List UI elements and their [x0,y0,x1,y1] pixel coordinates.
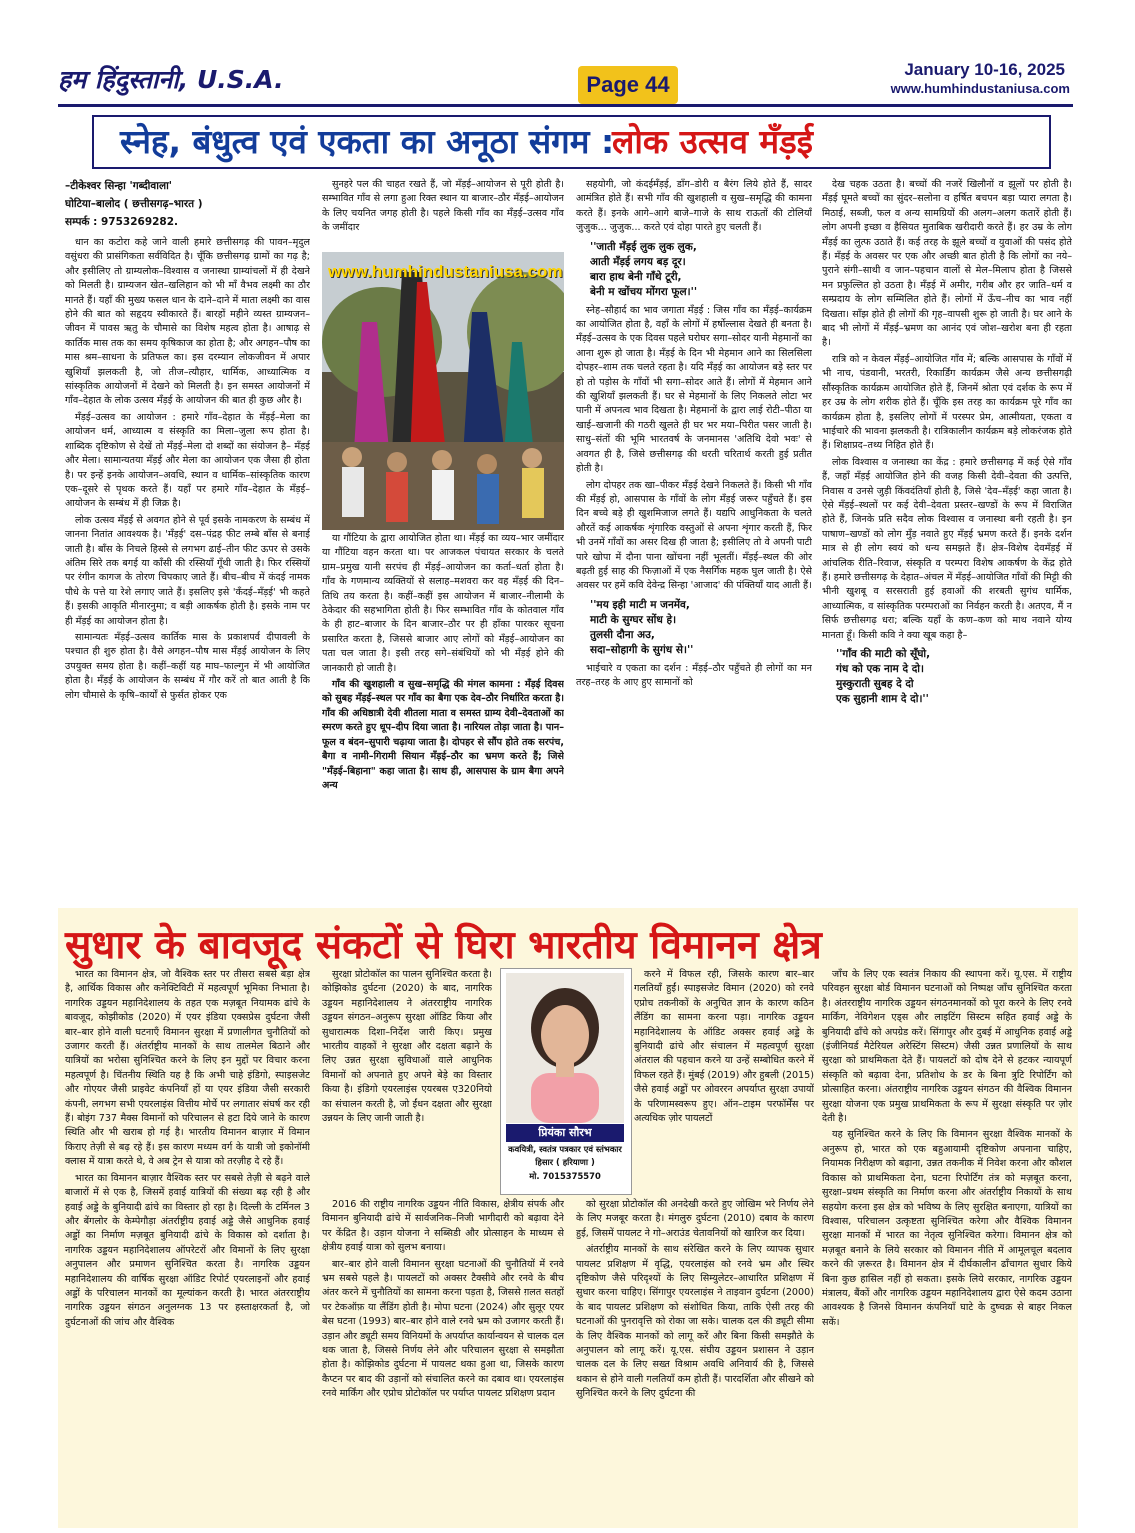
paragraph: अंतर्राष्ट्रीय मानकों के साथ संरेखित करने के लिए व्यापक सुधार पायलट प्रशिक्षण में वृद्धि, एयरलाइंस को रनवे भ्रम और स्थिर दृष्टिकोण जैसे परिदृश्यों के लिए सिम्युलेटर–आधारित प्रशिक्षण में सुधार करना चाहिए। सिंगापुर एयरलाइंस ने ताइवान दुर्घटना (2000) के बाद पायलट प्रशिक्षण को संशोधित किया, ताकि ऐसी तरह की घटनाओं की पुनरावृत्ति को रोका जा सके। चालक दल की ड्यूटी सीमा के लिए वैश्विक मानकों को लागू करें और बिना किसी समझौते के अनुपालन को लागू करें। यू.एस. संघीय उड्डयन प्रशासन ने उड़ान चालक दल के लिए सख्त विश्राम अवधि अनिवार्य की है, जिससे थकान से होने वाली गलतियाँ कम होती हैं। पारदर्शिता और सीखने को सुनिश्चित करने के लिए दुर्घटना की [576,1244,814,1400]
article1-column-1 [65,178,310,901]
poem-stanza [836,647,1072,707]
article1-headline-highlight: लोक उत्सव मँड़ई [612,122,814,161]
article1-column-4 [822,178,1072,901]
paragraph: लोक उत्सव मँड़ई से अवगत होने से पूर्व इसके नामकरण के सम्बंध में जानना नितांत आवश्यक है। 'मँड़ई' दस–पंद्रह फीट लम्बे बाँस से बनाई जाती है। बाँस के निचले हिस्से से लगभग ढाई–तीन फीट ऊपर से उसके अंतिम सिरे तक बगई या काँसी की रस्सियाँ गूँथी जाती है। फिर रस्सियों पर रंगीन कागज के तोरण चिपकाए जाते हैं। बीच–बीच में कंदई नामक पौधे के पत्ते या रेशे लगाए जाते हैं। इसलिए इसे 'कँदई–मँड़ई' भी कहते हैं। इसकी आकृति मीनारनुमा; व बड़ी आकर्षक होती है। इसके नाम पर ही मँड़ई का आयोजन होता है। [65,514,310,627]
paragraph: सहयोगी, जो कंदईमँड़ई, डाँग–डोरी व बैरंग लिये होते हैं, सादर आमंत्रित होते हैं। सभी गाँव की खुशहाली व सुख–समृद्धि की कामना करते हैं। इनके आगे–आगे बाजे–गाजे के साथ राऊतों की टोलियाँ जुजुक... जुजुक... करते एवं दोहा पारते हुए चलती हैं। [576,179,812,234]
paragraph: यह सुनिश्चित करने के लिए कि विमानन सुरक्षा वैश्विक मानकों के अनुरूप हो, भारत को एक बहुआयामी दृष्टिकोण अपनाना चाहिए, नियामक निरीक्षण को बढ़ाना, उन्नत तकनीक में निवेश करना और कौशल विकास को प्राथमिकता देना, घटना रिपोर्टिंग तंत्र को मज़बूत करना, सुरक्षा–प्रथम संस्कृति का निर्माण करना और अंतर्राष्ट्रीय निकायों के साथ सहयोग करना इस क्षेत्र को भविष्य के लिए सुरक्षित बनाएगा, यात्रियों का विश्वास, परिचालन उत्कृष्टता सुनिश्चित करेगा और वैश्विक विमानन सुरक्षा मानकों में भारत का नेतृत्व सुनिश्चित करेगा। विमानन क्षेत्र को मज़बूत बनाने के लिये सरकार को विमानन नीति में आमूलचूल बदलाव करने की ज़रूरत है। विमानन क्षेत्र में दीर्घकालीन ढाँचागत सुधार किये बिना कुछ हासिल नहीं हो सकता। इसके लिये सरकार, नागरिक उड्डयन मंत्रालय, बैंकों और नागरिक उड्डयन महानिदेशालय द्वारा ऐसे कदम उठाना आवश्यक है जिनसे विमानन कंपनियाँ घाटे के दुष्चक्र से बाहर निकल सकें। [822,1129,1072,1328]
article2-column-2 [322,1198,564,1523]
paragraph: देख चहक उठता है। बच्चों की नजरें खिलौनों व झूलों पर होती है। मँड़ई घूमते बच्चों का सुंदर–सलोना व हर्षित बचपन बड़ा प्यारा लगता है। मिठाई, सब्जी, फल व अन्य सामग्रियों की अलग–अलग कतारें होती हैं। लोग अपनी इच्छा व हैसियत मुताबिक खरीदारी करते हैं। हर उम्र के लोग मँड़ई का लुत्फ उठाते हैं। कई तरह के झूले बच्चों व युवाओं की पसंद होते हैं। मँड़ई के अवसर पर एक और अच्छी बात होती है कि लोगों का नये–पुराने संगी–साथी व जान–पहचान वालों से मेल–मिलाप होता है जिससे मन प्रफुल्लित हो उठता है। मँड़ई में अमीर, गरीब और हर जाति–धर्म व सम्प्रदाय के लोग सम्मिलित होते हैं। लोगों में ऊँच–नीच का भाव नहीं दिखता। साँझ होते ही लोगों की गृह–वापसी शुरू हो जाती है। घर आने के बाद भी लोगों में मँड़ई–भ्रमण का आनंद एवं जोश–खरोश बना ही रहता है। [822,179,1072,349]
poem-line: आती मँड़ई लगय बड़ दूर। [590,255,686,268]
poem-line: माटी के सुग्घर सोंध हे। [590,613,677,626]
paragraph: स्नेह–सौहार्द का भाव जगाता मँड़ई : जिस गाँव का मँड़ई–कार्यक्रम का आयोजित होता है, वहाँ के लोगों में हर्षोल्लास देखते ही बनता है। मँड़ई–उत्सव के एक दिवस पहले घरोघर सगा–सोदर यानी मेहमानों का आना शुरू हो जाता है। मँड़ई के दिन भी मेहमान आने का सिलसिला दोपहर–शाम तक चलते रहता है। यदि मँड़ई का आयोजन बड़े स्तर पर हो तो पड़ोस के गाँवों भी सगा–सोदर आते हैं। लोगों में मेहमान आने की खुशियाँ झलकती हैं। घर से मेहमानों के लिए निकलते लोटा भर पानी में अपनत्व भाव दिखता है। मेहमानों के द्वारा लाई रोटी–पीठा या खाई–खजानी की गठरी खुलते ही घर भर मया–पिरीत पसर जाती है। साधु–संतों की भूमि भारतवर्ष के जनमानस 'अतिथि देवो भवः' से अवगत ही है, जिसे छत्तीसगढ़ की धरती चरितार्थ करती हुई प्रतीत होती है। [576,304,812,475]
paragraph: गाँव की खुशहाली व सुख–समृद्धि की मंगल कामना : मँड़ई दिवस को सुबह मँड़ई–स्थल पर गाँव का बैगा एक देव–ठौर निर्धारित करता है। गाँव की अधिष्ठात्री देवी शीतला माता व समस्त ग्राम्य देवी–देवताओं का स्मरण करते हुए धूप–दीप दिया जाता है। नारियल तोड़ा जाता है। पान–फूल व बंदन–सुपारी चढ़ाया जाता है। दोपहर से सौंप होते तक सरपंच, बैगा व नामी–गिरामी सियान मँड़ई–ठौर का भ्रमण करते हैं; जिसे "मँड़ई–बिहाना" कहा जाता है। साथ ही, आसपास के ग्राम बैगा अपने अन्य [322,679,564,791]
paragraph: लोग दोपहर तक खा–पीकर मँड़ई देखने निकलते हैं। किसी भी गाँव की मँड़ई हो, आसपास के गाँवों के लोग मँड़ई जरूर पहुँचते हैं। इस दिन बच्चे बड़े ही खुशमिजाज लगते हैं। यद्यपि आधुनिकता के चलते औरतें कई आकर्षक शृंगारिक वस्तुओं से अपना शृंगार करती हैं, फिर भी उनमें गाँवों का असर दिख ही जाता है; इसीलिए तो वे अपनी पाटी पारे खोपा में दौना पाना खोंचना नहीं भूलतीं। मँड़ई–स्थल की ओर बढ़ती हुई साह की फिज़ाओं में एक नैसर्गिक महक घुल जाती है। ऐसे अवसर पर हमें कवि देवेन्द्र सिन्हा 'आजाद' की पंक्तियाँ याद आती हैं। [576,479,812,592]
poem-line: ''गाँव की माटी को सूँघो, [836,648,931,660]
poem-line: तुलसी दौना अउ, [590,628,655,641]
poem-stanza [590,598,812,658]
article1-author-contact: सम्पर्क : 9753269282. [65,216,179,228]
poem-line: एक सुहानी शाम दे दो।'' [836,693,929,705]
author-portrait [506,973,624,1123]
paragraph: भाईचारे व एकता का दर्शन : मँड़ई–ठौर पहुँचते ही लोगों का मन तरह–तरह के आए हुए सामानों को [576,662,812,689]
article1-author: –टीकेश्वर सिन्हा 'गब्दीवाला' [65,180,173,192]
article1-column-3 [576,178,812,901]
author-photo [506,973,624,1123]
paragraph: करने में विफल रही, जिसके कारण बार–बार गलतियाँ हुईं। स्पाइसजेट विमान (2020) को रनवे एप्रोच तकनीकों के अनुचित ज्ञान के कारण कठिन लैंडिंग का सामना करना पड़ा। नागरिक उड्डयन महानिदेशालय के ऑडिट अक्सर हवाई अड्डे के बुनियादी ढांचे और संचालन में महत्वपूर्ण सुरक्षा अंतराल की पहचान करने या उन्हें सम्बोधित करने में विफल रहते हैं। मुंबई (2019) और हुबली (2015) जैसे हवाई अड्डों पर ओवररन अपर्याप्त सुरक्षा उपायों के परिणामस्वरूप हुए। ऑन–टाइम परफॉर्मेंस पर अत्यधिक ज़ोर पायलटों [634,969,814,1125]
article2-column-3 [576,1198,814,1523]
paragraph: सामान्यतः मँड़ई–उत्सव कार्तिक मास के प्रकाशपर्व दीपावली के पश्चात ही शुरु होता है। वैसे अगहन–पौष मास मँड़ई आयोजन के लिए उपयुक्त समय होता है। कहीं–कहीं यह माघ–फाल्गुन में भी आयोजित होता है। मँड़ई के आयोजन के सम्बंध में गौर करें तो बात आती है कि लोग चौमासे के कृषि–कार्यों से फुर्सत होकर एक [65,631,310,701]
article1-headline: स्नेह, बंधुत्व एवं एकता का अनूठा संगम : [120,122,615,161]
festival-photo-illustration [322,252,564,530]
paragraph: भारत का विमानन बाज़ार वैश्विक स्तर पर सबसे तेज़ी से बढ़ने वाले बाजारों में से एक है, जिसमें हवाई यात्रियों की संख्या बढ़ रही है और हवाई अड्डे के बुनियादी ढांचे का विस्तार हो रहा है। दिल्ली के टर्मिनल 3 और बेंगलोर के केम्पेगौड़ा अंतर्राष्ट्रीय हवाई अड्डे जैसे आधुनिक हवाई अड्डों का निर्माण मज़बूत बुनियादी ढांचे के विकास को दर्शाता है। नागरिक उड्डयन महानिदेशालय ऑपरेटरों और विमानों के लिए सुरक्षा अनुपालन और प्रमाणन सुनिश्चित करता है। नागरिक उड्डयन महानिदेशालय की वार्षिक सुरक्षा ऑडिट रिपोर्ट एयरलाइनों और हवाई अड्डों के परिचालन मानकों का मूल्यांकन करती है। भारत अंतरराष्ट्रीय नागरिक उड्डयन संगठन अनुलग्नक 13 पर हस्ताक्षरकर्ता है, जो दुर्घटनाओं की जांच और वैश्विक [65,1172,310,1328]
paragraph: 2016 की राष्ट्रीय नागरिक उड्डयन नीति विकास, क्षेत्रीय संपर्क और विमानन बुनियादी ढांचे में सार्वजनिक–निजी भागीदारी को बढ़ावा देने पर केंद्रित है। उड़ान योजना ने सब्सिडी और प्रोत्साहन के माध्यम से क्षेत्रीय हवाई यात्रा को सुलभ बनाया। [322,1199,564,1254]
article2-column-3-top [634,968,814,1196]
paper-name: हम हिंदुस्तानी, U.S.A. [58,65,284,94]
poem-line: गंध को एक नाम दे दो। [836,663,924,675]
paragraph: भारत का विमानन क्षेत्र, जो वैश्विक स्तर पर तीसरा सबसे बड़ा क्षेत्र है, आर्थिक विकास और कनेक्टिविटी में महत्वपूर्ण भूमिका निभाता है। नागरिक उड्डयन महानिदेशालय के तहत एक मज़बूत नियामक ढांचे के बावजूद, कोझीकोड (2020) में एयर इंडिया एक्सप्रेस दुर्घटना जैसी बार–बार होने वाली घटनाएँ विमानन सुरक्षा में प्रणालीगत चुनौतियों को उजागर करती हैं। अंतर्राष्ट्रीय मानकों के साथ तालमेल बिठाने और यात्रियों का भरोसा सुनिश्चित करने के लिए इन मुद्दों पर विचार करना महत्वपूर्ण है। चिंतनीय स्थिति यह है कि अभी चाहे इंडिगो, स्पाइसजेट और गोएयर जैसी प्राइवेट कंपनियाँ हों या एयर इंडिया जैसी सरकारी कंपनी, लगभग सभी एयरलाइंस वित्तीय मोर्चे पर लगातार संघर्ष कर रही हैं। बोइंग 737 मैक्स विमानों को परिचालन से हटा दिये जाने के कारण स्थिति और भी खराब हो गई है। भारतीय विमानन बाज़ार में विमान किराए तेज़ी से बढ़ रहे हैं। इस कारण मध्यम वर्ग के यात्री जो इकोनॉमी क्लास में यात्रा करते थे, वे अब ट्रेन से यात्रा को तरज़ीह दे रहे हैं। [65,969,310,1168]
photo-watermark: www.humhindustaniusa.com [328,262,563,281]
paragraph: लोक विश्वास व जनास्था का केंद्र : हमारे छत्तीसगढ़ में कई ऐसे गाँव हैं, जहाँ मँड़ई आयोजित होने की वजह किसी देवी–देवता की उत्पत्ति, निवास व उनसे जुड़ी किंवदंतियाँ होती है, जिसे 'देव–मँड़ई' कहा जाता है। ऐसे मँड़ई–स्थलों पर कई देवी–देवता प्रस्तर–खण्डों के रूप में विराजित होते हैं, जिनके प्रति सदैव लोक विश्वास व जनास्था बनी रहती है। इन पाषाण–खण्डों को लोग मुँड़ नवाते हुए मँड़ई भ्रमण करते हैं। इनके दर्शन मात्र से ही लोग स्वयं को धन्य समझते हैं। क्षेत्र–विशेष देवमँड़ई में आंचलिक रीति–रिवाज, संस्कृति व परम्परा विशेष आकर्षण के केंद्र होते हैं। हमारे छत्तीसगढ़ के देहात–अंचल में मँड़ई–आयोजित गाँवों की मिट्टी की भीनी खुशबू व सरसराती हुई हवाओं की शरबती सुगंध धार्मिक, आध्यात्मिक, व सांस्कृतिक परम्पराओं का निर्वहन करती है। अतएव, मैं न सिर्फ छत्तीसगढ़ धरा; बल्कि यहाँ के कण–कण को माथ नवाने योग्य मानता हूँ। किसी कवि ने क्या खूब कहा है– [822,456,1072,641]
article2-column-2-top [322,968,492,1196]
poem-line: ''मय इही माटी म जनमेंव, [590,598,690,611]
author-role: कवयित्री, स्वतंत्र पत्रकार एवं स्तंभकार [508,1144,622,1154]
poem-line: मुस्कुराती सुबह दे दो [836,678,914,690]
page-number-badge [578,66,678,104]
paragraph: जाँच के लिए एक स्वतंत्र निकाय की स्थापना करें। यू.एस. में राष्ट्रीय परिवहन सुरक्षा बोर्ड विमानन घटनाओं को निष्पक्ष जाँच सुनिश्चित करता है। अंतरराष्ट्रीय नागरिक उड्डयन संगठनमानकों को पूरा करने के लिए रनवे मार्किंग, नेविगेशन एड्स और लाइटिंग सिस्टम सहित हवाई अड्डे के बुनियादी ढाँचे को अपग्रेड करें। सिंगापुर और दुबई में आधुनिक हवाई अड्डे (इंजीनियर्ड मैटेरियल अरेस्टिंग सिस्टम) जैसी उन्नत प्रणालियों के साथ सुरक्षा को प्राथमिकता देते हैं। पायलटों को दोष देने से हटकर न्यायपूर्ण संस्कृति को बढ़ावा देना, प्रतिशोध के डर के बिना त्रुटि रिपोर्टिंग को प्रोत्साहित करना। अंतराष्ट्रीय नागरिक उड्डयन संगठन की वैश्विक विमानन सुरक्षा योजना एक प्रमुख प्राथमिकता के रूप में सुरक्षा संस्कृति पर ज़ोर देती है। [822,969,1072,1125]
paragraph: मँड़ई–उत्सव का आयोजन : हमारे गाँव–देहात के मँड़ई–मेला का आयोजन धर्म, आध्यात्म व संस्कृति का मिला–जुला रूप होता है। शाब्दिक दृष्टिकोण से देखें तो मँड़ई–मेला दो शब्दों का संयोजन है– मँड़ई और मेला। सामान्यतया मँड़ई और मेला का आयोजन एक जैसा ही होता है। पर इन्हें इनके आयोजन–अवधि, स्थान व धार्मिक–सांस्कृतिक कारण एक–दूसरे से पृथक करते हैं। यहाँ पर हमारे गाँव–देहात के मँड़ई–आयोजन के सम्बंध में ही जिक्र है। [65,411,310,510]
poem-line: ''जाती मँड़ई लुक लुक लुक, [590,240,697,253]
paragraph: सुनहरे पल की चाहत रखते हैं, जो मँड़ई–आयोजन से पूरी होती है। सम्भावित गाँव से लगा हुआ रिक्त स्थान या बाजार–ठौर मँड़ई–आयोजन के लिए चयनित जगह होती है। पहले किसी गाँव का मँड़ई–उत्सव गाँव के जमींदार [322,179,564,234]
paragraph: या गौंटिया के द्वारा आयोजित होता था। मँड़ई का व्यय–भार जमींदार या गौंटिया वहन करता था। पर आजकल पंचायत सरकार के चलते ग्राम–प्रमुख यानी सरपंच ही मँड़ई–आयोजन का कर्ता–धर्ता होता है। गाँव के गणमान्य व्यक्तियों से सलाह–मशवरा कर वह मँड़ई की दिन–तिथि तय करता है। कहीं–कहीं इस आयोजन में बाजार–नीलामी के ठेकेदार की सहभागिता होती है। फिर सम्भावित गाँव के कोतवाल गाँव के ही हाट–बाजार के दिन बाजार–ठौर पर ही हाँका पारकर सूचना प्रसारित करता है, जिससे बाजार आए लोगों को मँड़ई–आयोजन का पता चल जाता है। इसी तरह सगे–संबंधियों को भी मँड़ई होने की जानकारी हो जाती है। [322,533,564,674]
poem-line: बारा हाथ बेनी गाँथे टूरी, [590,270,682,283]
website-link[interactable]: www.humhindustaniusa.com [890,81,1070,96]
masthead-divider [58,104,1073,107]
poem-stanza [590,240,812,300]
page-number: Page 44 [586,72,670,97]
article2-headline: सुधार के बावजूद संकटों से घिरा भारतीय विमानन क्षेत्र [65,923,822,968]
poem-line: सदा–सोहागी के सुगंध से।'' [590,643,694,656]
article1-author-place: घोटिया–बालोद ( छत्तीसगढ़–भारत ) [65,198,203,210]
paragraph: बार–बार होने वाली विमानन सुरक्षा घटनाओं की चुनौतियों में रनवे भ्रम सबसे पहले है। पायलटों को अक्सर टैक्सीवे और रनवे के बीच अंतर करने में चुनौतियों का सामना करना पड़ता है, जिससे ग़लत सतहों पर टेकऑफ़ या लैंडिंग होती है। मोपा घटना (2024) और सुलूर एयर बेस घटना (1993) बार–बार होने वाले रनवे भ्रम को उजागर करती हैं। उड़ान और ड्यूटी समय विनियमों के अपर्याप्त कार्यान्वयन से चालक दल थक जाता है, जिससे निर्णय लेने और परिचालन सुरक्षा से समझौता होता है। कोझिकोड दुर्घटना में पायलट थका हुआ था, जिसके कारण कैप्टन पर बाद की उड़ानों को संचालित करने का दबाव था। एयरलाइंस रनवे मार्किंग और एप्रोच प्रोटोकॉल पर पर्याप्त पायलट प्रशिक्षण प्रदान [322,1258,564,1400]
author-phone: मो. 7015375570 [529,1171,601,1181]
article1-column-2 [322,532,564,901]
article1-column-2-top [322,178,564,250]
article2-column-4 [822,968,1072,1523]
festival-photo [322,252,564,530]
poem-line: बेनी म खोंचय मोंगरा फूल।'' [590,285,698,298]
article2-column-1 [65,968,310,1523]
author-place: हिसार ( हरियाणा ) [535,1157,595,1167]
issue-date: January 10-16, 2025 [904,60,1065,79]
paragraph: सुरक्षा प्रोटोकॉल का पालन सुनिश्चित करता है। कोझिकोड दुर्घटना (2020) के बाद, नागरिक उड्डयन महानिदेशालय ने अंतरराष्ट्रीय नागरिक उड्डयन संगठन–अनुरूप सुरक्षा ऑडिट किया और सुधारात्मक दिशा–निर्देश जारी किए। प्रमुख भारतीय वाहकों ने सुरक्षा और दक्षता बढ़ाने के लिए उन्नत सुरक्षा सुविधाओं वाले आधुनिक विमानों को अपनाते हुए अपने बेड़े का विस्तार किया है। इंडिगो एयरलाइंस एयरबस ए320नियो का संचालन करती है, जो ईंधन दक्षता और सुरक्षा उन्नयन के लिए जानी जाती है। [322,969,492,1125]
paragraph: धान का कटोरा कहे जाने वाली हमारे छत्तीसगढ़ की पावन–मृदुल वसुंधरा की प्रासंगिकता सर्वविदित है। चूँकि छत्तीसगढ़ ग्रामों का गढ़ है; और इसीलिए तो ग्राम्यलोक–विश्वास व जनास्था ग्राम्यांचलों में ही देखने को मिलती है। ग्राम्यजन खेत–खलिहान को भी माँ वैभव लक्ष्मी का ठौर मानते हैं। यहाँ की मुख्य फसल धान के दाने–दाने में माता लक्ष्मी का वास होने की बात को सहृदय स्वीकारते हैं। बारहों महीने व्यस्त ग्राम्यजन–जीवन में पावस ऋतु के चौमासे का विशेष महत्व होता है। आषाढ़ से कार्तिक मास तक का समय कृषिकाज का होता है; और अगहन–पौष का मास श्रम–साधना के प्रतिफल का। इस दरम्यान लोकजीवन में अपार खुशियाँ झलकती है, जो तीज–त्यौहार, धार्मिक, आध्यात्मिक व सांस्कृतिक आयोजनों में देखने को मिलती है। इन समस्त आयोजनों में गाँव–देहात के लोक उत्सव मँड़ई के आयोजन की बात ही कुछ और है। [65,237,310,407]
paragraph: को सुरक्षा प्रोटोकॉल की अनदेखी करते हुए जोखिम भरे निर्णय लेने के लिए मजबूर करता है। मंगलुरु दुर्घटना (2010) दबाव के कारण हुई, जिसमें पायलट ने गो–अराउंड चेतावनियों को खारिज कर दिया। [576,1199,814,1239]
author-name: प्रियंका सौरभ [538,1126,592,1139]
paragraph: रात्रि को न केवल मँड़ई–आयोजित गाँव में; बल्कि आसपास के गाँवों में भी नाच, पंडवानी, भरतरी, रिकार्डिंग कार्यक्रम जैसे अन्य छत्तीसगढ़ी सौंस्कृतिक कार्यक्रम आयोजित होते हैं, जिनमें श्रोता एवं दर्शक के रूप में हर उम्र के लोग शरीक होते हैं। चूँकि इस तरह का कार्यक्रम पूरे गाँव का कार्यक्रम होता है, इसलिए लोगों में परस्पर प्रेम, आत्मीयता, एकता व भाईचारे की भावना झलकती है। रात्रिकालीन कार्यक्रम बड़े लोकरंजक होते हैं। शिक्षाप्रद–तथ्य निहित होते हैं। [822,353,1072,452]
